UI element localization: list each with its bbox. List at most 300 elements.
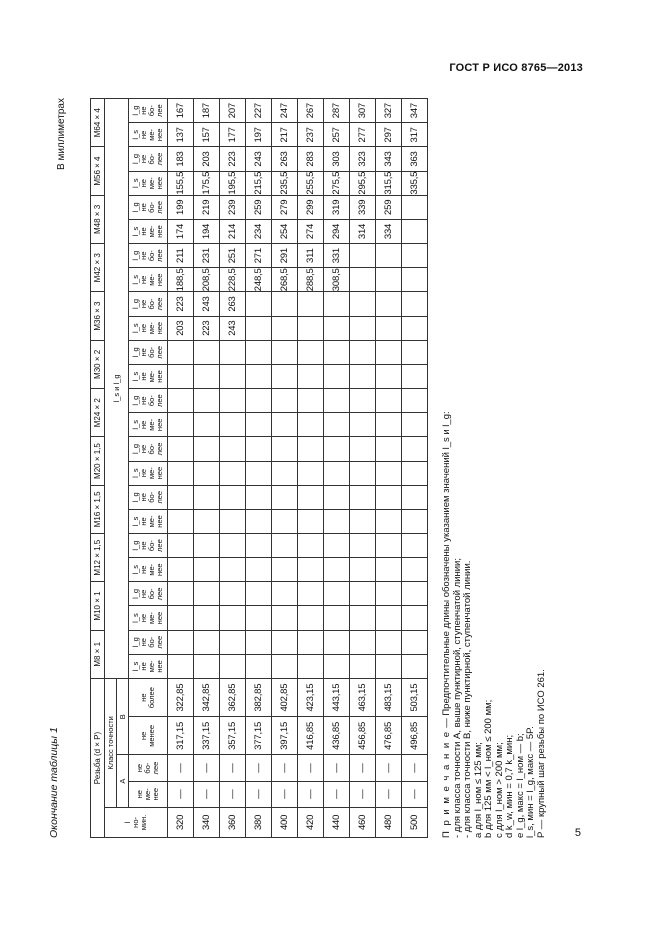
cell-empty <box>298 340 324 364</box>
cell-m48-lg: 279 <box>272 195 298 219</box>
cell-empty <box>402 389 428 413</box>
ls-min-header-1: l_s не ме- нее <box>129 654 168 678</box>
cell-empty <box>298 485 324 509</box>
lg-max-header-7: l_g не бо- лее <box>129 340 168 364</box>
cell-empty <box>272 437 298 461</box>
cell-empty <box>272 340 298 364</box>
cell-empty <box>246 630 272 654</box>
cell-m36-ls <box>246 316 272 340</box>
class-b-min-header: не менее <box>129 717 168 755</box>
note-intro-line: П р и м е ч а н и е — Предпочтительные длины обозначены указанием значений l_s и l_g: <box>441 411 452 838</box>
size-header-4: M16 × 1,5 <box>91 485 105 533</box>
cell-m36-lg <box>402 292 428 316</box>
cell-a-min: — <box>272 781 298 807</box>
cell-empty <box>246 437 272 461</box>
cell-empty <box>194 340 220 364</box>
cell-m56-lg: 283 <box>298 147 324 171</box>
cell-a-max: — <box>168 755 194 781</box>
cell-m42-lg: 311 <box>298 244 324 268</box>
cell-empty <box>350 630 376 654</box>
cell-empty <box>324 630 350 654</box>
cell-m48-ls: 274 <box>298 219 324 243</box>
cell-m56-ls: 155,5 <box>168 171 194 195</box>
cell-m42-lg <box>376 244 402 268</box>
cell-m64-lg: 267 <box>298 99 324 123</box>
cell-b-min: 337,15 <box>194 717 220 755</box>
cell-empty <box>246 389 272 413</box>
cell-empty <box>272 582 298 606</box>
cell-m48-lg <box>402 195 428 219</box>
cell-empty <box>272 413 298 437</box>
cell-empty <box>168 630 194 654</box>
cell-empty <box>168 461 194 485</box>
cell-a-min: — <box>402 781 428 807</box>
cell-empty <box>350 509 376 533</box>
cell-b-max: 382,85 <box>246 678 272 716</box>
cell-empty <box>194 534 220 558</box>
cell-empty <box>402 654 428 678</box>
ls-min-header-8: l_s не ме- нее <box>129 316 168 340</box>
cell-empty <box>194 630 220 654</box>
size-header-9: M42 × 3 <box>91 244 105 292</box>
cell-empty <box>402 364 428 388</box>
rotated-content <box>48 98 548 838</box>
lg-max-header-5: l_g не бо- лее <box>129 437 168 461</box>
ls-min-header-10: l_s не ме- нее <box>129 219 168 243</box>
cell-empty <box>194 485 220 509</box>
cell-empty <box>402 461 428 485</box>
cell-empty <box>220 534 246 558</box>
cell-empty <box>350 461 376 485</box>
cell-empty <box>168 364 194 388</box>
cell-m64-lg: 227 <box>246 99 272 123</box>
cell-empty <box>324 654 350 678</box>
ls-min-header-7: l_s не ме- нее <box>129 364 168 388</box>
cell-m36-ls <box>402 316 428 340</box>
cell-empty <box>220 509 246 533</box>
cell-empty <box>324 389 350 413</box>
cell-empty <box>324 437 350 461</box>
cell-nom: 380 <box>246 807 272 837</box>
table-caption: Окончание таблицы 1 <box>48 727 60 838</box>
cell-empty <box>350 413 376 437</box>
cell-m64-ls: 177 <box>220 123 246 147</box>
cell-empty <box>168 389 194 413</box>
cell-m36-lg <box>376 292 402 316</box>
cell-empty <box>298 654 324 678</box>
cell-m56-ls: 315,5 <box>376 171 402 195</box>
cell-a-max: — <box>272 755 298 781</box>
cell-m48-lg: 219 <box>194 195 220 219</box>
table-row <box>246 99 272 838</box>
cell-b-min: 456,85 <box>350 717 376 755</box>
cell-b-min: 377,15 <box>246 717 272 755</box>
footnote-g: P — крупный шаг резьбы по ИСО 261. <box>535 669 547 838</box>
cell-m42-lg: 211 <box>168 244 194 268</box>
cell-empty <box>324 606 350 630</box>
ls-min-header-9: l_s не ме- нее <box>129 268 168 292</box>
size-header-10: M48 × 3 <box>91 195 105 243</box>
cell-empty <box>324 509 350 533</box>
cell-empty <box>376 340 402 364</box>
cell-empty <box>272 461 298 485</box>
cell-empty <box>324 364 350 388</box>
cell-empty <box>272 654 298 678</box>
size-header-6: M24 × 2 <box>91 389 105 437</box>
cell-empty <box>220 461 246 485</box>
cell-m64-ls: 197 <box>246 123 272 147</box>
doc-header: ГОСТ Р ИСО 8765—2013 <box>449 62 583 74</box>
cell-m56-lg: 323 <box>350 147 376 171</box>
cell-empty <box>168 654 194 678</box>
cell-m42-lg: 331 <box>324 244 350 268</box>
cell-m36-lg <box>324 292 350 316</box>
cell-m48-ls: 294 <box>324 219 350 243</box>
cell-empty <box>168 413 194 437</box>
cell-m56-ls: 255,5 <box>298 171 324 195</box>
cell-empty <box>194 509 220 533</box>
cell-empty <box>272 558 298 582</box>
cell-m36-ls <box>298 316 324 340</box>
size-header-3: M12 × 1,5 <box>91 534 105 582</box>
cell-nom: 320 <box>168 807 194 837</box>
cell-empty <box>220 389 246 413</box>
cell-empty <box>376 509 402 533</box>
cell-m64-lg: 167 <box>168 99 194 123</box>
cell-a-min: — <box>168 781 194 807</box>
cell-empty <box>246 340 272 364</box>
cell-m56-lg: 203 <box>194 147 220 171</box>
cell-empty <box>376 389 402 413</box>
size-header-7: M30 × 2 <box>91 340 105 388</box>
cell-m56-ls: 195,5 <box>220 171 246 195</box>
cell-a-max: — <box>246 755 272 781</box>
cell-m48-lg: 239 <box>220 195 246 219</box>
cell-empty <box>194 389 220 413</box>
cell-a-max: — <box>220 755 246 781</box>
cell-m56-ls: 275,5 <box>324 171 350 195</box>
cell-empty <box>194 606 220 630</box>
cell-m64-lg: 207 <box>220 99 246 123</box>
cell-m56-lg: 183 <box>168 147 194 171</box>
cell-m36-ls <box>324 316 350 340</box>
cell-m36-ls: 223 <box>194 316 220 340</box>
cell-empty <box>246 606 272 630</box>
cell-m36-lg <box>272 292 298 316</box>
cell-m48-lg: 339 <box>350 195 376 219</box>
cell-empty <box>246 558 272 582</box>
cell-m42-ls: 308,5 <box>324 268 350 292</box>
cell-empty <box>298 582 324 606</box>
cell-b-min: 436,85 <box>324 717 350 755</box>
cell-empty <box>272 606 298 630</box>
cell-empty <box>246 485 272 509</box>
cell-a-min: — <box>350 781 376 807</box>
cell-m56-lg: 303 <box>324 147 350 171</box>
cell-empty <box>168 509 194 533</box>
cell-empty <box>246 461 272 485</box>
cell-m48-lg: 199 <box>168 195 194 219</box>
cell-m42-lg <box>350 244 376 268</box>
cell-m48-ls: 234 <box>246 219 272 243</box>
footnote-f: l_s, мин = l_g, макс — 5P. <box>525 726 536 838</box>
cell-a-min: — <box>324 781 350 807</box>
class-b-header: B <box>117 678 129 755</box>
cell-empty <box>350 437 376 461</box>
cell-empty <box>324 485 350 509</box>
cell-empty <box>246 582 272 606</box>
cell-m56-ls: 295,5 <box>350 171 376 195</box>
cell-empty <box>168 606 194 630</box>
size-header-5: M20 × 1,5 <box>91 437 105 485</box>
size-header-8: M36 × 3 <box>91 292 105 340</box>
cell-empty <box>168 582 194 606</box>
table-row <box>194 99 220 838</box>
cell-m64-lg: 307 <box>350 99 376 123</box>
cell-m42-ls <box>350 268 376 292</box>
cell-m48-ls <box>402 219 428 243</box>
cell-m56-lg: 263 <box>272 147 298 171</box>
cell-m42-ls: 248,5 <box>246 268 272 292</box>
cell-empty <box>220 485 246 509</box>
cell-m56-ls: 235,5 <box>272 171 298 195</box>
cell-a-min: — <box>220 781 246 807</box>
cell-empty <box>168 485 194 509</box>
cell-empty <box>272 364 298 388</box>
cell-m36-lg <box>350 292 376 316</box>
cell-m64-ls: 297 <box>376 123 402 147</box>
cell-empty <box>194 437 220 461</box>
cell-m48-lg: 319 <box>324 195 350 219</box>
cell-m56-lg: 343 <box>376 147 402 171</box>
cell-empty <box>402 582 428 606</box>
cell-m48-lg: 259 <box>246 195 272 219</box>
cell-m64-lg: 327 <box>376 99 402 123</box>
cell-empty <box>220 558 246 582</box>
cell-empty <box>194 558 220 582</box>
cell-b-max: 342,85 <box>194 678 220 716</box>
cell-b-max: 483,15 <box>376 678 402 716</box>
cell-m36-lg: 263 <box>220 292 246 316</box>
cell-empty <box>272 509 298 533</box>
cell-empty <box>272 534 298 558</box>
cell-empty <box>194 582 220 606</box>
cell-empty <box>350 558 376 582</box>
cell-empty <box>246 364 272 388</box>
cell-m56-ls: 175,5 <box>194 171 220 195</box>
cell-m42-lg <box>402 244 428 268</box>
table-row <box>298 99 324 838</box>
cell-empty <box>376 364 402 388</box>
cell-m48-ls: 194 <box>194 219 220 243</box>
cell-m42-lg: 251 <box>220 244 246 268</box>
cell-empty <box>272 485 298 509</box>
cell-empty <box>298 630 324 654</box>
cell-m48-ls: 254 <box>272 219 298 243</box>
cell-empty <box>298 437 324 461</box>
ls-min-header-5: l_s не ме- нее <box>129 461 168 485</box>
cell-m36-lg: 243 <box>194 292 220 316</box>
cell-m48-ls: 314 <box>350 219 376 243</box>
size-header-11: M56 × 4 <box>91 147 105 195</box>
lg-max-header-9: l_g не бо- лее <box>129 244 168 268</box>
cell-empty <box>350 654 376 678</box>
cell-b-min: 397,15 <box>272 717 298 755</box>
cell-empty <box>220 606 246 630</box>
cell-empty <box>402 340 428 364</box>
cell-empty <box>168 558 194 582</box>
cell-empty <box>402 437 428 461</box>
cell-m48-ls: 214 <box>220 219 246 243</box>
ls-lg-header: l_s и l_g <box>105 99 129 679</box>
cell-empty <box>324 582 350 606</box>
cell-empty <box>402 630 428 654</box>
cell-b-min: 317,15 <box>168 717 194 755</box>
cell-m64-lg: 287 <box>324 99 350 123</box>
cell-a-max: — <box>324 755 350 781</box>
cell-m56-ls: 215,5 <box>246 171 272 195</box>
lg-max-header-3: l_g не бо- лее <box>129 534 168 558</box>
cell-empty <box>220 582 246 606</box>
cell-m36-ls <box>350 316 376 340</box>
footnote-b: b для 125 мм < l_ном ≤ 200 мм; <box>483 699 494 838</box>
class-a-header: A <box>117 755 129 807</box>
note-line-1: - для класса точности A, выше пунктирной, ступенчатой линии; <box>451 557 463 838</box>
cell-b-max: 423,15 <box>298 678 324 716</box>
cell-b-max: 322,85 <box>168 678 194 716</box>
class-a-max-header: не бо- лее <box>129 755 168 781</box>
cell-m56-lg: 243 <box>246 147 272 171</box>
cell-a-max: — <box>376 755 402 781</box>
cell-m56-lg: 363 <box>402 147 428 171</box>
cell-a-max: — <box>298 755 324 781</box>
cell-m64-ls: 317 <box>402 123 428 147</box>
cell-b-max: 463,15 <box>350 678 376 716</box>
cell-m64-ls: 257 <box>324 123 350 147</box>
cell-empty <box>194 413 220 437</box>
cell-m42-ls: 208,5 <box>194 268 220 292</box>
cell-empty <box>376 582 402 606</box>
cell-nom: 440 <box>324 807 350 837</box>
ls-min-header-6: l_s не ме- нее <box>129 413 168 437</box>
cell-empty <box>376 558 402 582</box>
cell-a-min: — <box>298 781 324 807</box>
lg-max-header-6: l_g не бо- лее <box>129 389 168 413</box>
cell-empty <box>402 606 428 630</box>
cell-nom: 340 <box>194 807 220 837</box>
cell-empty <box>376 413 402 437</box>
cell-empty <box>194 654 220 678</box>
size-header-1: M8 × 1 <box>91 630 105 678</box>
cell-b-min: 416,85 <box>298 717 324 755</box>
cell-empty <box>298 509 324 533</box>
cell-m64-ls: 157 <box>194 123 220 147</box>
cell-m48-lg: 259 <box>376 195 402 219</box>
ls-min-header-4: l_s не ме- нее <box>129 509 168 533</box>
cell-m64-lg: 347 <box>402 99 428 123</box>
cell-m48-ls: 174 <box>168 219 194 243</box>
cell-nom: 480 <box>376 807 402 837</box>
cell-m64-lg: 247 <box>272 99 298 123</box>
cell-empty <box>402 485 428 509</box>
table-row <box>324 99 350 838</box>
cell-b-max: 443,15 <box>324 678 350 716</box>
table-row <box>272 99 298 838</box>
cell-empty <box>298 534 324 558</box>
size-header-2: M10 × 1 <box>91 582 105 630</box>
table-notes <box>442 98 547 838</box>
cell-m64-ls: 237 <box>298 123 324 147</box>
cell-empty <box>298 558 324 582</box>
class-b-max-header: не более <box>129 678 168 716</box>
size-header-12: M64 × 4 <box>91 99 105 147</box>
table-row <box>168 99 194 838</box>
cell-empty <box>272 389 298 413</box>
cell-a-max: — <box>194 755 220 781</box>
cell-m64-ls: 217 <box>272 123 298 147</box>
lg-max-header-11: l_g не бо- лее <box>129 147 168 171</box>
cell-m42-ls: 268,5 <box>272 268 298 292</box>
cell-m36-ls: 203 <box>168 316 194 340</box>
cell-m42-ls: 188,5 <box>168 268 194 292</box>
table-row <box>402 99 428 838</box>
cell-empty <box>246 534 272 558</box>
cell-empty <box>376 461 402 485</box>
footnote-d: d k_w, мин = 0,7 k_мин; <box>504 734 515 838</box>
cell-empty <box>168 437 194 461</box>
footnote-a: а для l_ном ≤ 125 мм; <box>472 742 484 838</box>
cell-empty <box>168 340 194 364</box>
table-row <box>350 99 376 838</box>
cell-m36-ls <box>272 316 298 340</box>
lg-max-header-1: l_g не бо- лее <box>129 630 168 654</box>
cell-empty <box>246 413 272 437</box>
cell-empty <box>376 606 402 630</box>
footnote-e: e l_g, макс = l_ном — b; <box>514 733 526 838</box>
cell-m42-ls: 228,5 <box>220 268 246 292</box>
lg-max-header-12: l_g не бо- лее <box>129 99 168 123</box>
cell-empty <box>376 630 402 654</box>
units-label: В миллиметрах <box>56 98 67 170</box>
cell-empty <box>376 485 402 509</box>
note-line-2: - для класса точности B, ниже пунктирной, ступенчатой линии. <box>462 560 473 838</box>
cell-m42-lg: 231 <box>194 244 220 268</box>
cell-empty <box>350 389 376 413</box>
cell-a-max: — <box>350 755 376 781</box>
cell-m56-lg: 223 <box>220 147 246 171</box>
cell-empty <box>246 654 272 678</box>
cell-empty <box>350 582 376 606</box>
cell-empty <box>324 558 350 582</box>
cell-a-min: — <box>376 781 402 807</box>
cell-m64-ls: 277 <box>350 123 376 147</box>
lg-max-header-8: l_g не бо- лее <box>129 292 168 316</box>
cell-empty <box>402 509 428 533</box>
cell-empty <box>324 461 350 485</box>
accuracy-class-header: Класс точности <box>105 678 117 807</box>
cell-empty <box>298 364 324 388</box>
cell-empty <box>376 534 402 558</box>
cell-empty <box>220 413 246 437</box>
page-number: 5 <box>574 827 581 839</box>
l-label: l но- мин. <box>105 807 168 837</box>
cell-empty <box>194 461 220 485</box>
cell-empty <box>350 364 376 388</box>
cell-m42-lg: 271 <box>246 244 272 268</box>
cell-a-max: — <box>402 755 428 781</box>
cell-m64-ls: 137 <box>168 123 194 147</box>
cell-m42-ls <box>402 268 428 292</box>
